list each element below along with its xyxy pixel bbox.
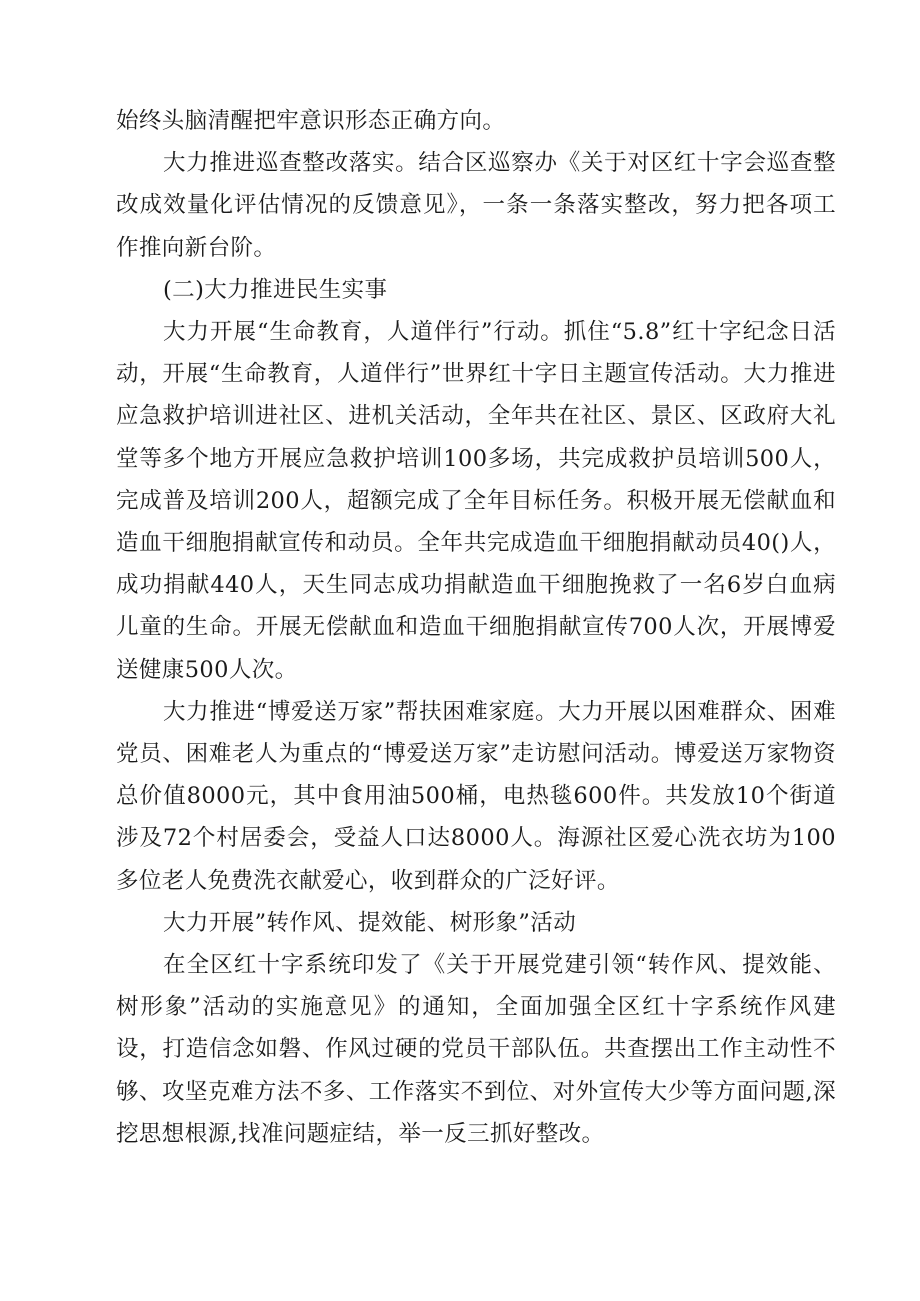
paragraph-inspection-rectification: 大力推进巡查整改落实。结合区巡察办《关于对区红十字会巡查整改成效量化评估情况的反馈意见》，一条一条落实整改，努力把各项工作推向新台阶。 [116, 150, 836, 261]
section-heading-livelihood: (二)大力推进民生实事 [163, 276, 388, 303]
paragraph-continuation: 始终头脑清醒把牢意识形态正确方向。 [116, 108, 506, 134]
paragraph-boai-campaign: 大力推进“博爱送万家”帮扶困难家庭。大力开展以困难群众、困难党员、困难老人为重点的“博爱送万家”走访慰问活动。博爱送万家物资总价值8000元，其中食用油500桶，电热毯600件。共发放10个街道涉及72个村居委会，受益人口达8000人。海源社区爱心洗衣坊为100多位老人免费洗衣献爱心，收到群众的广泛好评。 [116, 698, 836, 894]
paragraph-life-education: 大力开展“生命教育，人道伴行”行动。抓住“5.8”红十字纪念日活动，开展“生命教育，人道伴行”世界红十字日主题宣传活动。大力推进应急救护培训进社区、进机关活动，全年共在社区、景区、区政府大礼堂等多个地方开展应急救护培训100多场，共完成救护员培训500人，完成普及培训200人，超额完成了全年目标任务。积极开展无偿献血和造血干细胞捐献宣传和动员。全年共完成造血干细胞捐献动员40()人，成功捐献440人，天生同志成功捐献造血干细胞挽救了一名6岁白血病儿童的生命。开展无偿献血和造血干细胞捐献宣传700人次，开展博爱送健康500人次。 [116, 319, 836, 683]
document-body [116, 100, 836, 1155]
paragraph-work-style: 在全区红十字系统印发了《关于开展党建引领“转作风、提效能、树形象”活动的实施意见》的通知，全面加强全区红十字系统作风建设，打造信念如磐、作风过硬的党员干部队伍。共查摆出工作主动性不够、攻坚克难方法不多、工作落实不到位、对外宣传大少等方面问题,深挖思想根源,找准问题症结，举一反三抓好整改。 [116, 952, 836, 1147]
section-heading-work-style: 大力开展”转作风、提效能、树形象”活动 [163, 909, 577, 936]
